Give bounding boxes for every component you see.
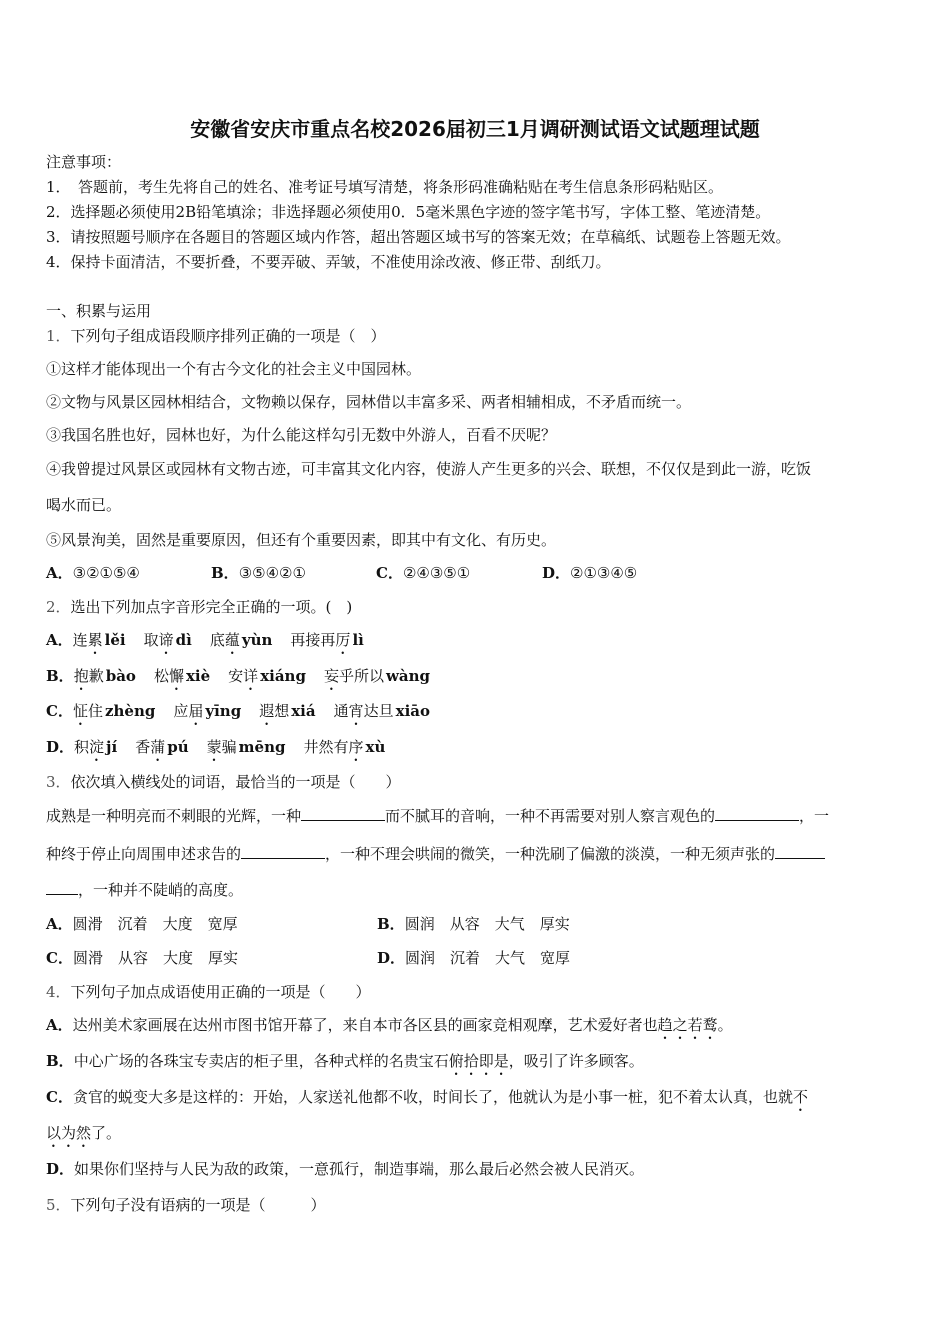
blank-4[interactable] [775,844,825,859]
page-title: 安徽省安庆市重点名校2026届初三1月调研测试语文试题理试题 [190,117,760,141]
q3-option-b[interactable]: B．圆润 从容 大气 厚实 [377,915,570,933]
q1-option-c[interactable]: C．②④③⑤① [376,564,471,582]
question-stem: 下列句子加点成语使用正确的一项是（ ） [70,983,371,1001]
notice-item-1: 1． 答题前，考生先将自己的姓名、准考证号填写清楚，将条形码准确粘贴在考生信息条形码粘贴区。 [46,178,724,196]
q4-option-d[interactable]: D．如果你们坚持与人民为敌的政策，一意孤行，制造事端，那么最后必然会被人民消灭。 [46,1160,645,1178]
question-1 [46,326,386,346]
q1-option-d[interactable]: D．②①③④⑤ [542,564,638,582]
q2-option-c[interactable]: C．怔住 zhèng 应届 yīng 遐想 xiá 通宵达旦 xiāo [46,702,431,720]
question-number: 1． [46,327,71,345]
notice-item-3: 3．请按照题号顺序在各题目的答题区域内作答，超出答题区域书写的答案无效；在草稿纸、试题卷上答题无效。 [46,228,791,246]
section-heading: 一、积累与运用 [46,302,152,320]
blank-2[interactable] [715,806,799,821]
question-3 [46,772,401,792]
q1-sentence-1: ①这样才能体现出一个有古今文化的社会主义中国园林。 [46,360,422,378]
question-2 [46,597,352,617]
blank-1[interactable] [301,806,385,821]
question-stem: 依次填入横线处的词语，最恰当的一项是（ ） [70,773,401,791]
question-stem: 下列句子组成语段顺序排列正确的一项是（ ） [70,327,386,345]
q1-sentence-2: ②文物与风景区园林相结合，文物赖以保存，园林借以丰富多采、两者相辅相成，不矛盾而统一。 [46,393,692,411]
q4-option-c-cont: 以为然了。 [46,1124,122,1142]
q1-sentence-4-cont: 喝水而已。 [46,496,122,514]
question-number: 4． [46,983,71,1001]
q1-sentence-4: ④我曾提过风景区或园林有文物古迹，可丰富其文化内容，使游人产生更多的兴会、联想，不仅仅是到此一游，吃饭 [46,460,812,478]
q2-option-b[interactable]: B．抱歉 bào 松懈 xiè 安详 xiáng 妄乎所以 wàng [46,667,431,685]
q1-sentence-3: ③我国名胜也好，园林也好，为什么能这样勾引无数中外游人，百看不厌呢？ [46,426,557,444]
q1-option-a[interactable]: A．③②①⑤④ [46,564,140,582]
q4-option-b[interactable]: B．中心广场的各珠宝专卖店的柜子里，各种式样的名贵宝石俯拾即是，吸引了许多顾客。 [46,1052,644,1070]
q3-option-a[interactable]: A．圆滑 沉着 大度 宽厚 [46,915,238,933]
q3-passage-line-2: 种终于停止向周围申述求告的 ，一种不理会哄闹的微笑，一种洗刷了偏激的淡漠，一种无须声张的 [46,844,825,864]
notice-item-4: 4．保持卡面清洁，不要折叠，不要弄破、弄皱，不准使用涂改液、修正带、刮纸刀。 [46,253,611,271]
question-number: 2． [46,598,71,616]
q2-option-d[interactable]: D．积淀 jí 香蒲 pú 蒙骗 mēng 井然有序 xù [46,738,386,756]
q4-option-c[interactable]: C．贪官的蜕变大多是这样的：开始，人家送礼他都不收，时间长了，他就认为是小事一桩，犯不着太认真，也就不 [46,1088,808,1106]
notice-item-2: 2．选择题必须使用2B铅笔填涂；非选择题必须使用0．5毫米黑色字迹的签字笔书写，字体工整、笔迹清楚。 [46,203,771,221]
question-number: 3． [46,773,71,791]
q3-option-c[interactable]: C．圆滑 从容 大度 厚实 [46,949,238,967]
question-stem: 下列句子没有语病的一项是（ ） [70,1196,326,1214]
question-5 [46,1195,326,1215]
question-stem: 选出下列加点字音形完全正确的一项。( ) [70,598,353,616]
notice-heading: 注意事项： [46,153,122,171]
q3-option-d[interactable]: D．圆润 沉着 大气 宽厚 [377,949,571,967]
blank-4-cont[interactable] [46,880,78,895]
q1-sentence-5: ⑤风景洵美，固然是重要原因，但还有个重要因素，即其中有文化、有历史。 [46,531,557,549]
blank-3[interactable] [241,844,325,859]
q3-passage-line-3: ，一种并不陡峭的高度。 [46,880,243,900]
q1-option-b[interactable]: B．③⑤④②① [211,564,306,582]
question-number: 5． [46,1196,71,1214]
q4-option-a[interactable]: A．达州美术家画展在达州市图书馆开幕了，来自本市各区县的画家竞相观摩，艺术爱好者也趋之若鹜。 [46,1016,733,1034]
q2-option-a[interactable]: A．连累 lěi 取谛 dì 底蕴 yùn 再接再厉 lì [46,631,364,649]
question-4 [46,982,371,1002]
q3-passage-line-1: 成熟是一种明亮而不刺眼的光辉，一种 而不腻耳的音响，一种不再需要对别人察言观色的 ，一 [46,807,830,825]
